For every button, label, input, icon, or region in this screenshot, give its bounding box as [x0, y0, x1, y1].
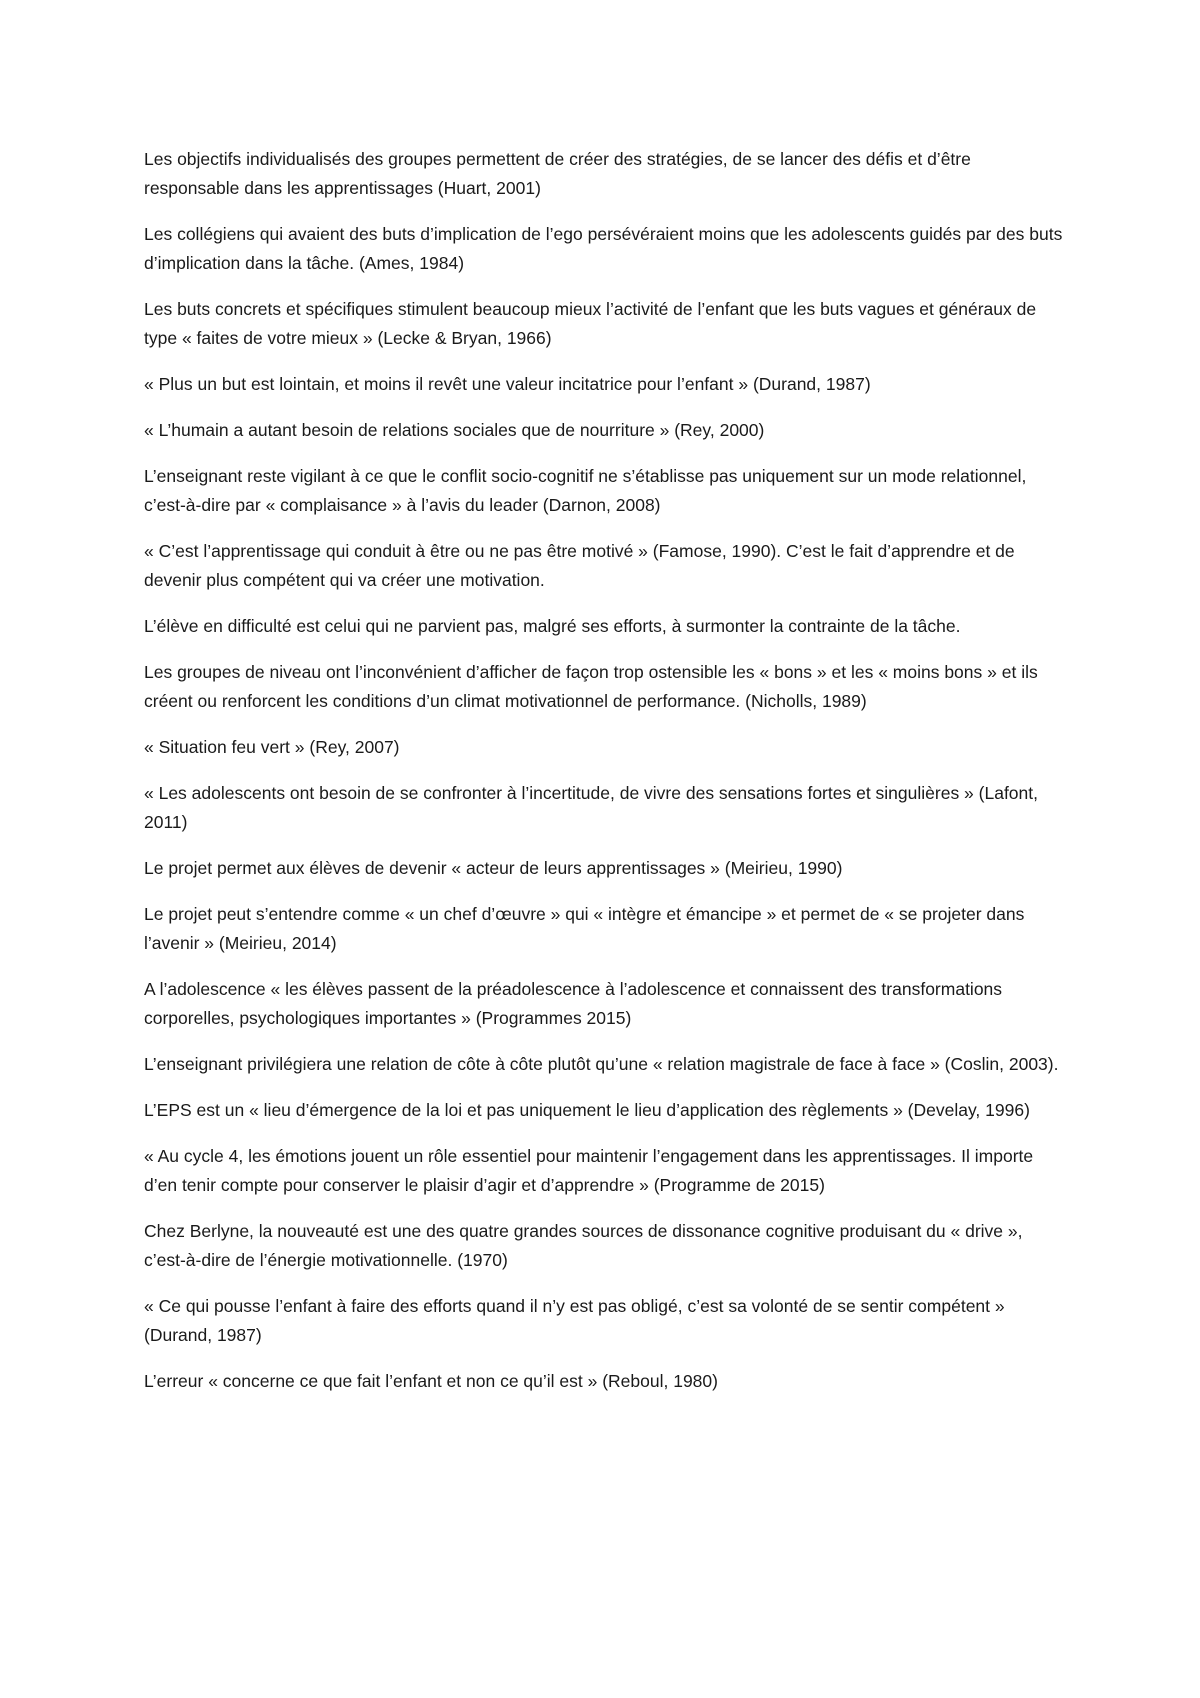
paragraph: L’enseignant privilégiera une relation de côte à côte plutôt qu’une « relation magistrale de face à face » (Coslin, 2003). [144, 1054, 1059, 1074]
paragraph: Les buts concrets et spécifiques stimulent beaucoup mieux l’activité de l’enfant que les buts vagues et généraux de type « faites de votre mieux » (Lecke & Bryan, 1966) [144, 299, 1037, 348]
paragraph: L’EPS est un « lieu d’émergence de la loi et pas uniquement le lieu d’application des règlements » (Develay, 1996) [144, 1100, 1030, 1120]
paragraph: L’enseignant reste vigilant à ce que le conflit socio-cognitif ne s’établisse pas uniquement sur un mode relationnel, c’est-à-dire par « complaisance » à l’avis du leader (Darnon, 2008) [144, 466, 1027, 515]
paragraph: « Plus un but est lointain, et moins il revêt une valeur incitatrice pour l’enfant » (Durand, 1987) [144, 374, 871, 394]
paragraph: « Au cycle 4, les émotions jouent un rôle essentiel pour maintenir l’engagement dans les apprentissages. Il importe d’en tenir compte pour conserver le plaisir d’agir et d’apprendre » (Programme de 2015) [144, 1146, 1034, 1195]
document-body [144, 145, 1064, 1413]
paragraph: Le projet permet aux élèves de devenir « acteur de leurs apprentissages » (Meirieu, 1990) [144, 858, 843, 878]
paragraph: A l’adolescence « les élèves passent de la préadolescence à l’adolescence et connaissent des transformations corporelles, psychologiques importantes » (Programmes 2015) [144, 979, 1003, 1028]
paragraph: Les groupes de niveau ont l’inconvénient d’afficher de façon trop ostensible les « bons » et les « moins bons » et ils créent ou renforcent les conditions d’un climat motivationnel de performance. (Nicholls, 1989) [144, 662, 1038, 711]
paragraph: L’élève en difficulté est celui qui ne parvient pas, malgré ses efforts, à surmonter la contrainte de la tâche. [144, 616, 961, 636]
paragraph: Chez Berlyne, la nouveauté est une des quatre grandes sources de dissonance cognitive produisant du « drive », c’est-à-dire de l’énergie motivationnelle. (1970) [144, 1221, 1023, 1270]
paragraph: « L’humain a autant besoin de relations sociales que de nourriture » (Rey, 2000) [144, 420, 765, 440]
paragraph: « C’est l’apprentissage qui conduit à être ou ne pas être motivé » (Famose, 1990). C’est le fait d’apprendre et de devenir plus compétent qui va créer une motivation. [144, 541, 1015, 590]
paragraph: Les collégiens qui avaient des buts d’implication de l’ego persévéraient moins que les adolescents guidés par des buts d’implication dans la tâche. (Ames, 1984) [144, 224, 1063, 273]
paragraph: Le projet peut s’entendre comme « un chef d’œuvre » qui « intègre et émancipe » et permet de « se projeter dans l’avenir » (Meirieu, 2014) [144, 904, 1025, 953]
paragraph: « Situation feu vert » (Rey, 2007) [144, 737, 400, 757]
paragraph: « Ce qui pousse l’enfant à faire des efforts quand il n’y est pas obligé, c’est sa volonté de se sentir compétent » (Durand, 1987) [144, 1296, 1005, 1345]
paragraph: Les objectifs individualisés des groupes permettent de créer des stratégies, de se lancer des défis et d’être responsable dans les apprentissages (Huart, 2001) [144, 149, 971, 198]
paragraph: « Les adolescents ont besoin de se confronter à l’incertitude, de vivre des sensations fortes et singulières » (Lafont, 2011) [144, 783, 1038, 832]
paragraph: L’erreur « concerne ce que fait l’enfant et non ce qu’il est » (Reboul, 1980) [144, 1371, 718, 1391]
